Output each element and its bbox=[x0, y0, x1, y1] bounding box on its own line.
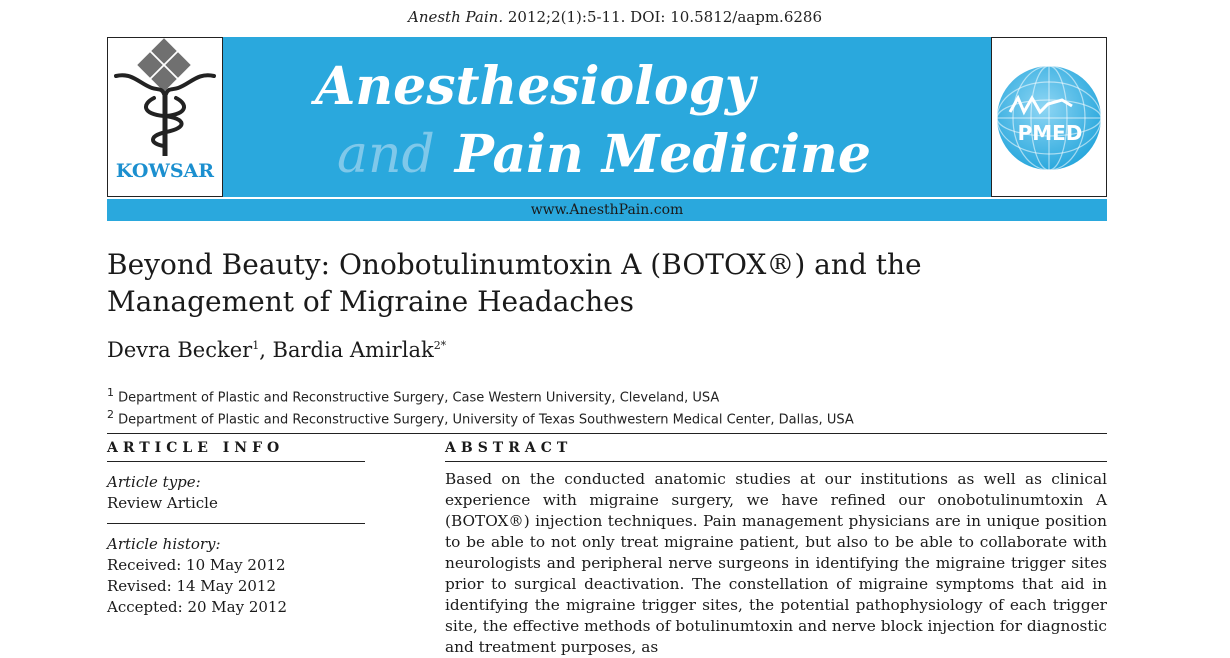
aapm-logo bbox=[991, 37, 1107, 197]
affiliation-number: 2 bbox=[107, 408, 114, 421]
journal-abbreviation: Anesth Pain. bbox=[407, 8, 504, 26]
revised-date: Revised: 14 May 2012 bbox=[107, 577, 277, 595]
author-separator: , bbox=[259, 338, 273, 362]
kowsar-logo-text: KOWSAR bbox=[115, 160, 215, 182]
affiliation-2 bbox=[107, 408, 854, 427]
kowsar-logo bbox=[107, 37, 223, 197]
article-type-value: Review Article bbox=[107, 494, 218, 512]
article-info-divider bbox=[107, 523, 365, 524]
article-info-rule bbox=[107, 461, 365, 462]
article-title: Beyond Beauty: Onobotulinumtoxin A (BOTOX®) and the Management of Migraine Headaches bbox=[107, 248, 922, 318]
journal-masthead bbox=[107, 37, 1107, 197]
article-history-label: Article history: bbox=[107, 535, 221, 553]
received-date: Received: 10 May 2012 bbox=[107, 556, 286, 574]
journal-title-and: and bbox=[337, 125, 435, 185]
citation-details: 2012;2(1):5-11. DOI: 10.5812/aapm.6286 bbox=[503, 8, 822, 26]
author-name: Bardia Amirlak bbox=[272, 338, 434, 362]
author-affiliation-mark: 2* bbox=[433, 339, 447, 352]
abstract-rule bbox=[445, 461, 1107, 462]
journal-website[interactable]: www.AnesthPain.com bbox=[107, 197, 1107, 221]
abstract-body: Based on the conducted anatomic studies at our institutions as well as clinical experience with migraine surgery, we have refined our onobotulinumtoxin A (BOTOX®) injection techniques. Pain management physicians are in unique position to be able to not only treat migraine patient, but also to be able to collaborate with neurologists and peripheral nerve surgeons in identifying the migraine trigger sites prior to surgical deactivation. The constellation of migraine symptoms that aid in identifying the migraine trigger sites, the potential pathophysiology of each trigger site, the effective methods of botulinumtoxin and nerve block injection for diagnostic and treatment purposes, as bbox=[445, 470, 1107, 656]
globe-icon bbox=[992, 38, 1106, 196]
journal-title bbox=[315, 53, 975, 189]
journal-title-line2-wrap bbox=[315, 121, 975, 189]
abstract-heading: ABSTRACT bbox=[445, 440, 573, 456]
author-name: Devra Becker bbox=[107, 338, 253, 362]
affiliation-number: 1 bbox=[107, 386, 114, 399]
accepted-date: Accepted: 20 May 2012 bbox=[107, 598, 288, 616]
author-list bbox=[107, 338, 446, 362]
affiliation-1 bbox=[107, 386, 719, 405]
article-info-heading: ARTICLE INFO bbox=[107, 440, 285, 456]
section-divider bbox=[107, 433, 1107, 434]
affiliation-text: Department of Plastic and Reconstructive Surgery, University of Texas Southwestern Medical Center, Dallas, USA bbox=[118, 412, 854, 428]
journal-title-line2: Pain Medicine bbox=[454, 124, 871, 185]
article-type-label: Article type: bbox=[107, 473, 201, 491]
caduceus-diamond-icon bbox=[108, 38, 222, 158]
affiliation-text: Department of Plastic and Reconstructive Surgery, Case Western University, Cleveland, USA bbox=[118, 390, 720, 406]
journal-title-line1: Anesthesiology bbox=[315, 56, 756, 117]
aapm-logo-text: PMED bbox=[1017, 121, 1083, 145]
citation-line bbox=[0, 8, 1230, 26]
author-affiliation-mark: 1 bbox=[252, 339, 260, 352]
